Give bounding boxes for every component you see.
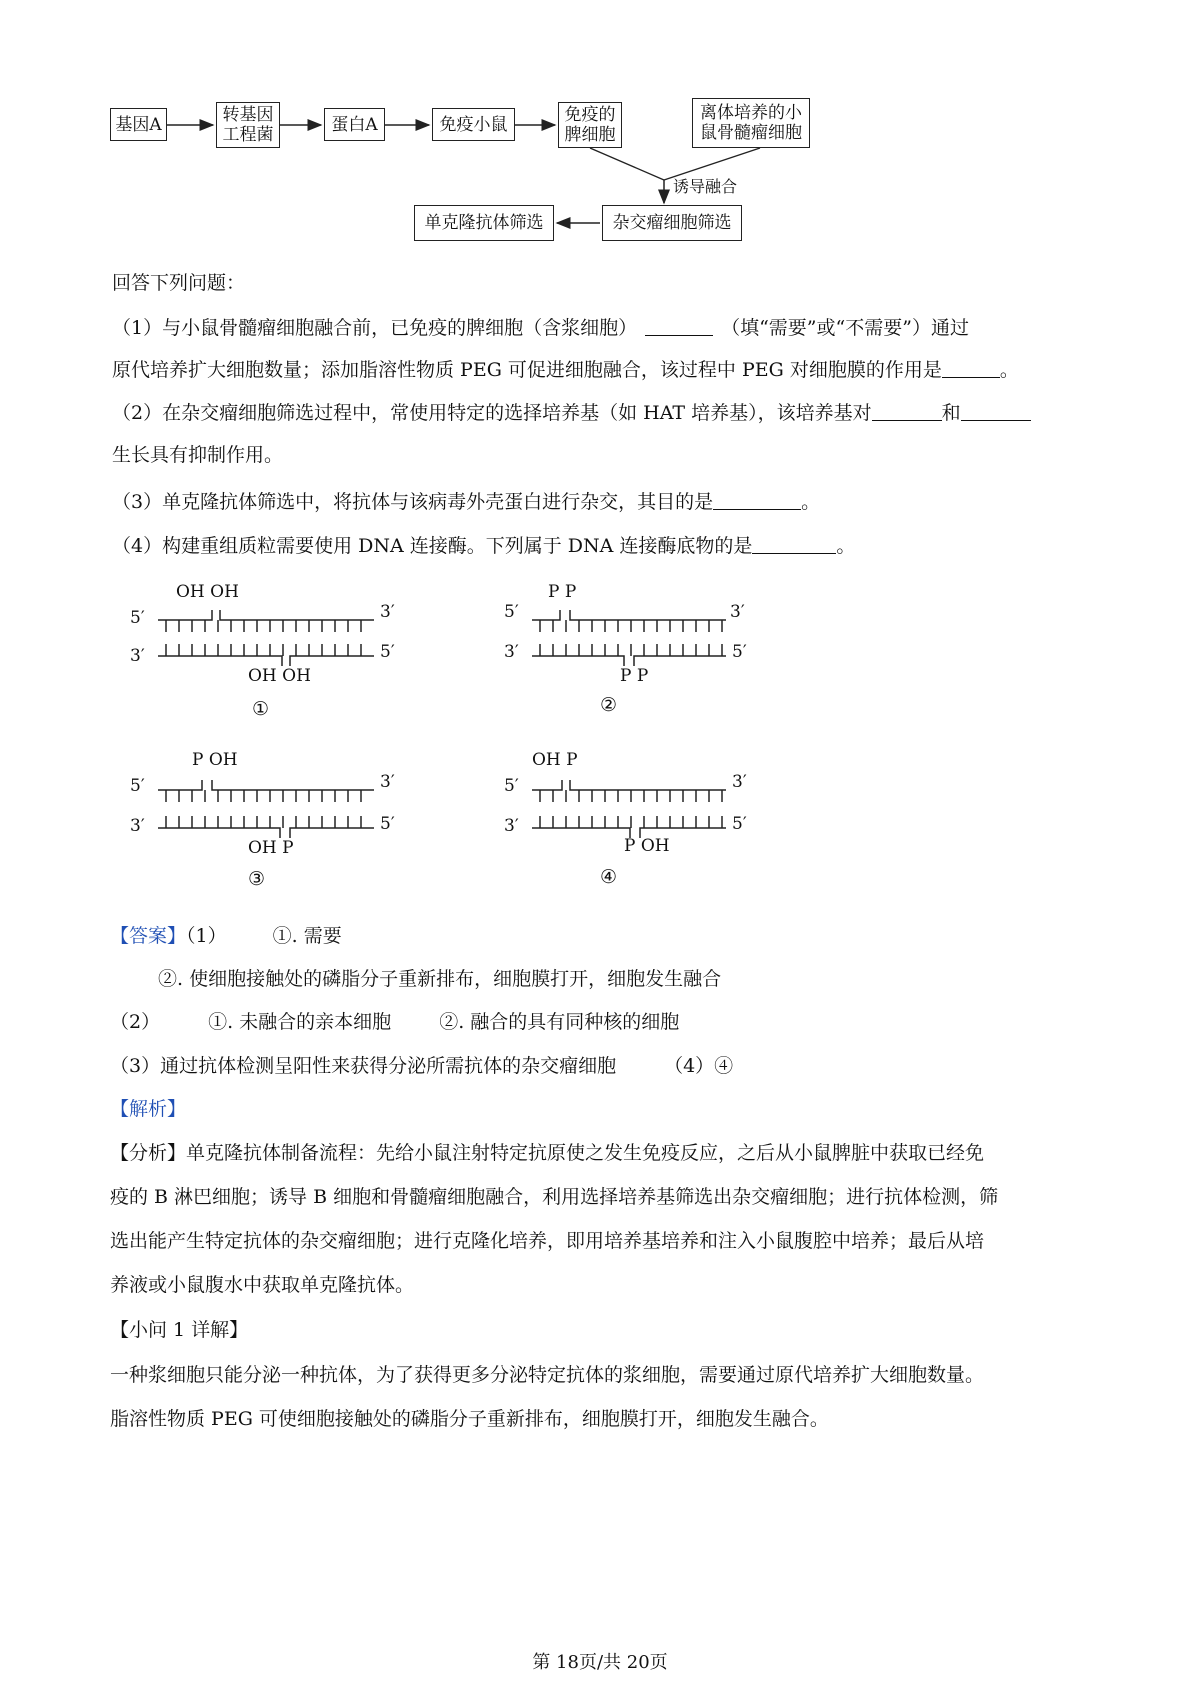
box-transgenic-bacteria: 转基因 工程菌: [216, 102, 280, 148]
option-3-top-5prime: 5′: [130, 776, 145, 796]
option-1-top-5prime: 5′: [130, 608, 145, 628]
box-hybridoma-screening: 杂交瘤细胞筛选: [602, 205, 742, 241]
answer-2-part-1: ①. 未融合的亲本细胞: [208, 1011, 392, 1033]
box-immunized-mouse: 免疫小鼠: [432, 108, 515, 141]
option-3-top-ends: P OH: [192, 750, 238, 770]
option-1-top-ends: OH OH: [176, 582, 239, 602]
answer-1-part-1: ①. 需要: [272, 925, 342, 947]
flowchart: [100, 88, 900, 268]
analysis-line-1: [110, 1140, 984, 1166]
dna-option-1: [130, 580, 430, 720]
intro-text: 回答下列问题：: [112, 272, 246, 294]
page-footer: 第 18页/共 20页: [532, 1652, 668, 1673]
option-2-bottom-5prime: 5′: [732, 642, 747, 662]
q2-blank-1: [872, 402, 942, 421]
analysis-tag: 【解析】: [110, 1098, 187, 1120]
option-3-bottom-3prime: 3′: [130, 816, 145, 836]
fusion-label: 诱导融合: [673, 177, 738, 196]
option-3-top-3prime: 3′: [380, 772, 395, 792]
q2-blank-2: [961, 402, 1031, 421]
answer-2-part-2: ②. 融合的具有同种核的细胞: [439, 1011, 680, 1033]
dna-option-2: [504, 580, 804, 720]
answer-line-2: [110, 1009, 679, 1035]
q3-text: （3）单克隆抗体筛选中，将抗体与该病毒外壳蛋白进行杂交，其目的是: [112, 491, 714, 513]
option-3-number: ③: [248, 868, 266, 890]
box-immune-spleen-cells: 免疫的 脾细胞: [558, 102, 622, 148]
question-1-line-2: [112, 357, 1019, 383]
answer-tag: 【答案】: [110, 925, 187, 947]
option-2-top-3prime: 3′: [730, 602, 745, 622]
q3-end: 。: [801, 491, 821, 513]
option-4-top-ends: OH P: [532, 750, 578, 770]
option-2-bottom-ends: P P: [620, 666, 649, 686]
option-2-top-ends: P P: [548, 582, 577, 602]
analysis-line-3: 选出能产生特定抗体的杂交瘤细胞；进行克隆化培养，即用培养基培养和注入小鼠腹腔中培养；最后从培: [110, 1230, 985, 1252]
question-4: [112, 533, 855, 559]
answer-1-part-2: ②. 使细胞接触处的磷脂分子重新排布，细胞膜打开，细胞发生融合: [158, 968, 722, 990]
q1-text-a: （1）与小鼠骨髓瘤细胞融合前，已免疫的脾细胞（含浆细胞）: [112, 317, 638, 339]
question-2-line-2: 生长具有抑制作用。: [112, 444, 284, 466]
question-3: [112, 489, 820, 515]
option-2-top-5prime: 5′: [504, 602, 519, 622]
option-4-bottom-3prime: 3′: [504, 816, 519, 836]
q4-end: 。: [836, 535, 856, 557]
dna-option-3: [130, 748, 430, 888]
answer-2-label: （2）: [110, 1011, 161, 1033]
option-4-number: ④: [600, 866, 618, 888]
analysis-line-4: 养液或小鼠腹水中获取单克隆抗体。: [110, 1274, 415, 1296]
q3-blank: [713, 491, 801, 510]
q1-blank-2: [942, 359, 1000, 378]
q4-text: （4）构建重组质粒需要使用 DNA 连接酶。下列属于 DNA 连接酶底物的是: [112, 535, 753, 557]
option-4-bottom-5prime: 5′: [732, 814, 747, 834]
option-1-bottom-ends: OH OH: [248, 666, 311, 686]
option-4-top-5prime: 5′: [504, 776, 519, 796]
analysis-line-2: 疫的 B 淋巴细胞；诱导 B 细胞和骨髓瘤细胞融合，利用选择培养基筛选出杂交瘤细胞；进行抗体检测，筛: [110, 1186, 999, 1208]
answer-3: （3）通过抗体检测呈阳性来获得分泌所需抗体的杂交瘤细胞: [110, 1055, 617, 1077]
option-2-number: ②: [600, 694, 618, 716]
answer-line-1: [110, 923, 342, 949]
box-myeloma-cells: 离体培养的小 鼠骨髓瘤细胞: [692, 98, 810, 148]
option-3-bottom-5prime: 5′: [380, 814, 395, 834]
box-protein-a: 蛋白A: [324, 108, 385, 141]
option-2-bottom-3prime: 3′: [504, 642, 519, 662]
detail-line-2: 脂溶性物质 PEG 可使细胞接触处的磷脂分子重新排布，细胞膜打开，细胞发生融合。: [110, 1408, 829, 1430]
analysis-subtag: 【分析】: [110, 1142, 187, 1164]
q1-text-c: 原代培养扩大细胞数量；添加脂溶性物质 PEG 可促进细胞融合，该过程中 PEG 对细胞膜的作用是: [112, 359, 942, 381]
merge-line-left: [590, 148, 664, 180]
option-1-number: ①: [252, 698, 270, 720]
option-1-top-3prime: 3′: [380, 602, 395, 622]
box-gene-a: 基因A: [110, 108, 167, 141]
sub-question-1-heading: 【小问 1 详解】: [110, 1319, 249, 1341]
analysis-text-1: 单克隆抗体制备流程：先给小鼠注射特定抗原使之发生免疫反应，之后从小鼠脾脏中获取已经免: [186, 1142, 985, 1164]
option-4-top-3prime: 3′: [732, 772, 747, 792]
question-2-line-1: [112, 400, 1031, 426]
q1-end: 。: [999, 359, 1019, 381]
dna-option-4: [504, 748, 804, 888]
q1-text-b: （填“需要”或“不需要”）通过: [721, 317, 969, 339]
box-monoclonal-screening: 单克隆抗体筛选: [414, 205, 554, 241]
option-1-bottom-5prime: 5′: [380, 642, 395, 662]
answer-line-3: [110, 1053, 733, 1079]
q4-blank: [752, 535, 836, 554]
answer-1-label: （1）: [186, 925, 227, 947]
q1-blank-1: [645, 317, 713, 336]
q2-and: 和: [941, 402, 961, 424]
question-1-line-1: [112, 315, 969, 341]
detail-line-1: 一种浆细胞只能分泌一种抗体，为了获得更多分泌特定抗体的浆细胞，需要通过原代培养扩大细胞数量。: [110, 1364, 985, 1386]
option-4-bottom-ends: P OH: [624, 836, 670, 856]
q2-text-a: （2）在杂交瘤细胞筛选过程中，常使用特定的选择培养基（如 HAT 培养基），该培养基对: [112, 402, 872, 424]
option-1-bottom-3prime: 3′: [130, 646, 145, 666]
answer-4: （4）④: [664, 1055, 734, 1077]
option-3-bottom-ends: OH P: [248, 838, 294, 858]
